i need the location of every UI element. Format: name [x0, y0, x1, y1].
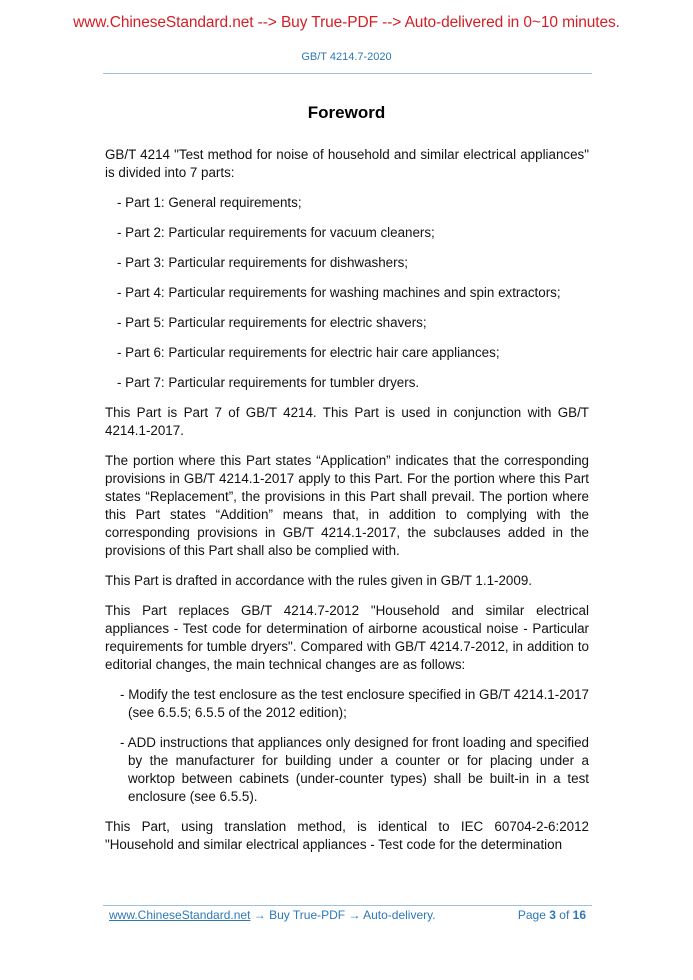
page-indicator	[518, 908, 586, 922]
change-item-2: - ADD instructions that appliances only designed for front loading and specified by the manufacturer for building under a counter or for placing under a worktop between cabinets (under-counter types) shall be built-in in a test enclosure (see 6.5.5).	[120, 735, 589, 804]
drafted-paragraph: This Part is drafted in accordance with the rules given in GB/T 1.1-2009.	[105, 573, 532, 588]
list-item-part-2: - Part 2: Particular requirements for vacuum cleaners;	[117, 225, 435, 240]
promo-banner: www.ChineseStandard.net --> Buy True-PDF --> Auto-delivered in 0~10 minutes.	[73, 14, 620, 31]
intro-paragraph: GB/T 4214 "Test method for noise of household and similar electrical appliances" is divided into 7 parts:	[105, 147, 589, 180]
list-item-part-4: - Part 4: Particular requirements for washing machines and spin extractors;	[117, 285, 561, 300]
footer-site-link[interactable]: www.ChineseStandard.net	[109, 908, 251, 922]
page-total: 16	[572, 908, 586, 922]
list-item-part-6: - Part 6: Particular requirements for electric hair care appliances;	[117, 345, 500, 360]
page-title: Foreword	[307, 103, 386, 122]
footer-divider	[103, 905, 592, 906]
footer-promo-text: → Buy True-PDF → Auto-delivery.	[250, 908, 436, 922]
portion-paragraph: The portion where this Part states “Application” indicates that the corresponding provisions in GB/T 4214.1-2017 apply to this Part. For the portion where this Part states “Replacement”, the provisions in this Part shall prevail. The portion where this Part states “Addition” means that, in addition to complying with the corresponding provisions in GB/T 4214.1-2017, the subclauses added in the provisions of this Part shall also be complied with.	[105, 453, 589, 558]
change-item-1: - Modify the test enclosure as the test enclosure specified in GB/T 4214.1-2017 (see 6.5.5; 6.5.5 of the 2012 edition);	[120, 687, 589, 720]
list-item-part-7: - Part 7: Particular requirements for tumbler dryers.	[117, 375, 420, 390]
list-item-part-1: - Part 1: General requirements;	[117, 195, 302, 210]
page-footer	[109, 908, 586, 922]
list-item-part-3: - Part 3: Particular requirements for dishwashers;	[117, 255, 408, 270]
document-body	[105, 146, 589, 866]
part7-paragraph: This Part is Part 7 of GB/T 4214. This Part is used in conjunction with GB/T 4214.1-2017.	[105, 405, 589, 438]
of-label: of	[559, 908, 570, 922]
page-current: 3	[549, 908, 556, 922]
identical-paragraph: This Part, using translation method, is identical to IEC 60704-2-6:2012 "Household and similar electrical appliances - Test code for the determination	[105, 819, 589, 852]
page-label: Page	[517, 908, 546, 922]
document-code: GB/T 4214.7-2020	[301, 51, 392, 63]
header-divider	[103, 73, 592, 74]
list-item-part-5: - Part 5: Particular requirements for electric shavers;	[117, 315, 427, 330]
replaces-paragraph: This Part replaces GB/T 4214.7-2012 "Household and similar electrical appliances - Test code for determination of airborne acoustical noise - Particular requirements for tumble dryers". Compared with GB/T 4214.7-2012, in addition to editorial changes, the main technical changes are as follows:	[105, 603, 589, 672]
footer-promo	[109, 908, 436, 922]
